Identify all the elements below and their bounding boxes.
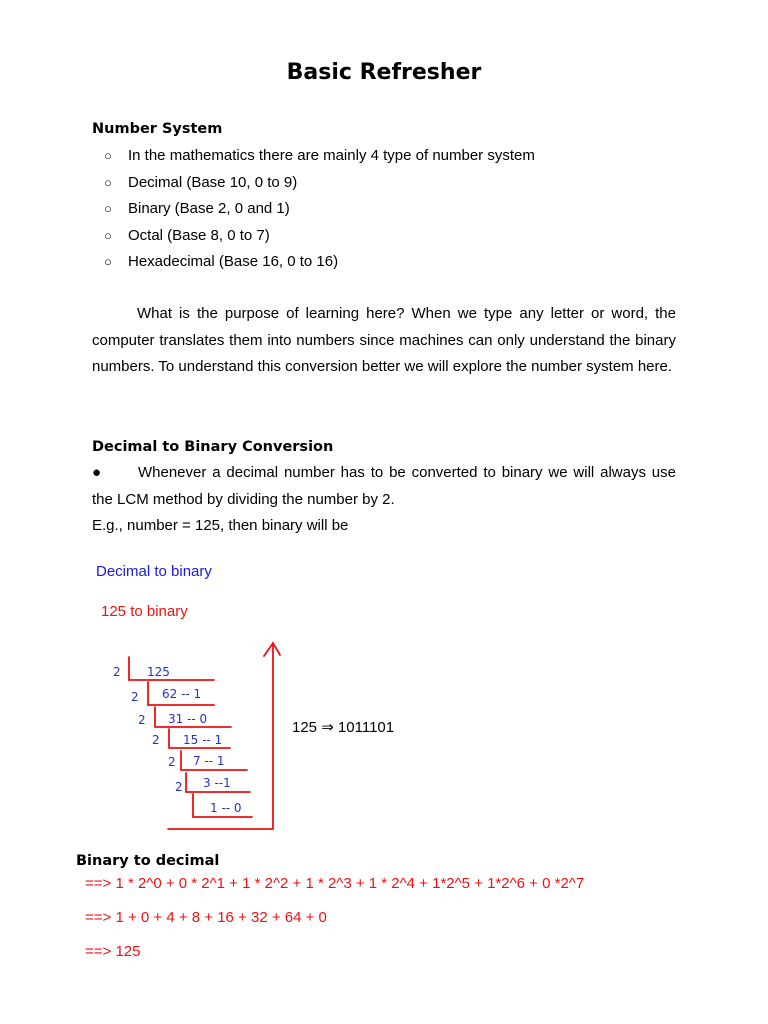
conversion-result: 125 ⇒ 1011101 [292,719,395,736]
circle-bullet-icon: ○ [104,201,112,216]
division-step: 3 --1 [203,776,231,790]
circle-bullet-icon: ○ [104,254,112,269]
division-step: 15 -- 1 [183,733,223,747]
list-item: ○ Decimal (Base 10, 0 to 9) [104,172,535,199]
division-step: 62 -- 1 [162,687,202,701]
divisor-label: 2 [138,713,146,727]
purpose-paragraph: What is the purpose of learning here? When we type any letter or word, the computer translates them into numbers since machines can only understand the binary numbers. To understand this conversion better we will explore the number system here. [92,305,676,375]
circle-bullet-icon: ○ [104,148,112,163]
list-item: ○ Octal (Base 8, 0 to 7) [104,225,535,252]
binary-to-decimal-heading: Binary to decimal [76,853,220,869]
page-title: Basic Refresher [286,60,482,85]
example-line: E.g., number = 125, then binary will be [92,517,349,534]
bullet-dot-icon: ● [92,464,102,481]
division-step: 125 [147,665,170,679]
list-item: ○ Hexadecimal (Base 16, 0 to 16) [104,251,535,278]
circle-bullet-icon: ○ [104,227,112,243]
divisor-label: 2 [168,755,176,769]
diagram-label: Decimal to binary [96,563,212,580]
decimal-to-binary-heading: Decimal to Binary Conversion [92,439,334,455]
sum-line: ==> 1 + 0 + 4 + 8 + 16 + 32 + 64 + 0 [85,909,327,926]
list-item: ○ In the mathematics there are mainly 4 type of number system [104,145,535,172]
circle-bullet-icon: ○ [104,174,112,190]
divisor-label: 2 [175,780,183,794]
lcm-bullet-paragraph: ● Whenever a decimal number has to be converted to binary we will always use the LCM method by dividing the number by 2. [92,460,676,513]
expansion-line: ==> 1 * 2^0 + 0 * 2^1 + 1 * 2^2 + 1 * 2^3 + 1 * 2^4 + 1*2^5 + 1*2^6 + 0 *2^7 [85,875,585,892]
diagram-sublabel: 125 to binary [101,603,188,620]
division-step: 7 -- 1 [193,754,225,768]
result-line: ==> 125 [85,943,141,960]
divisor-label: 2 [152,733,160,747]
divisor-label: 2 [131,690,139,704]
number-system-heading: Number System [92,121,223,137]
division-step: 1 -- 0 [210,801,242,815]
list-item: ○ Binary (Base 2, 0 and 1) [104,198,535,225]
division-step: 31 -- 0 [168,712,208,726]
divisor-label: 2 [113,665,121,679]
